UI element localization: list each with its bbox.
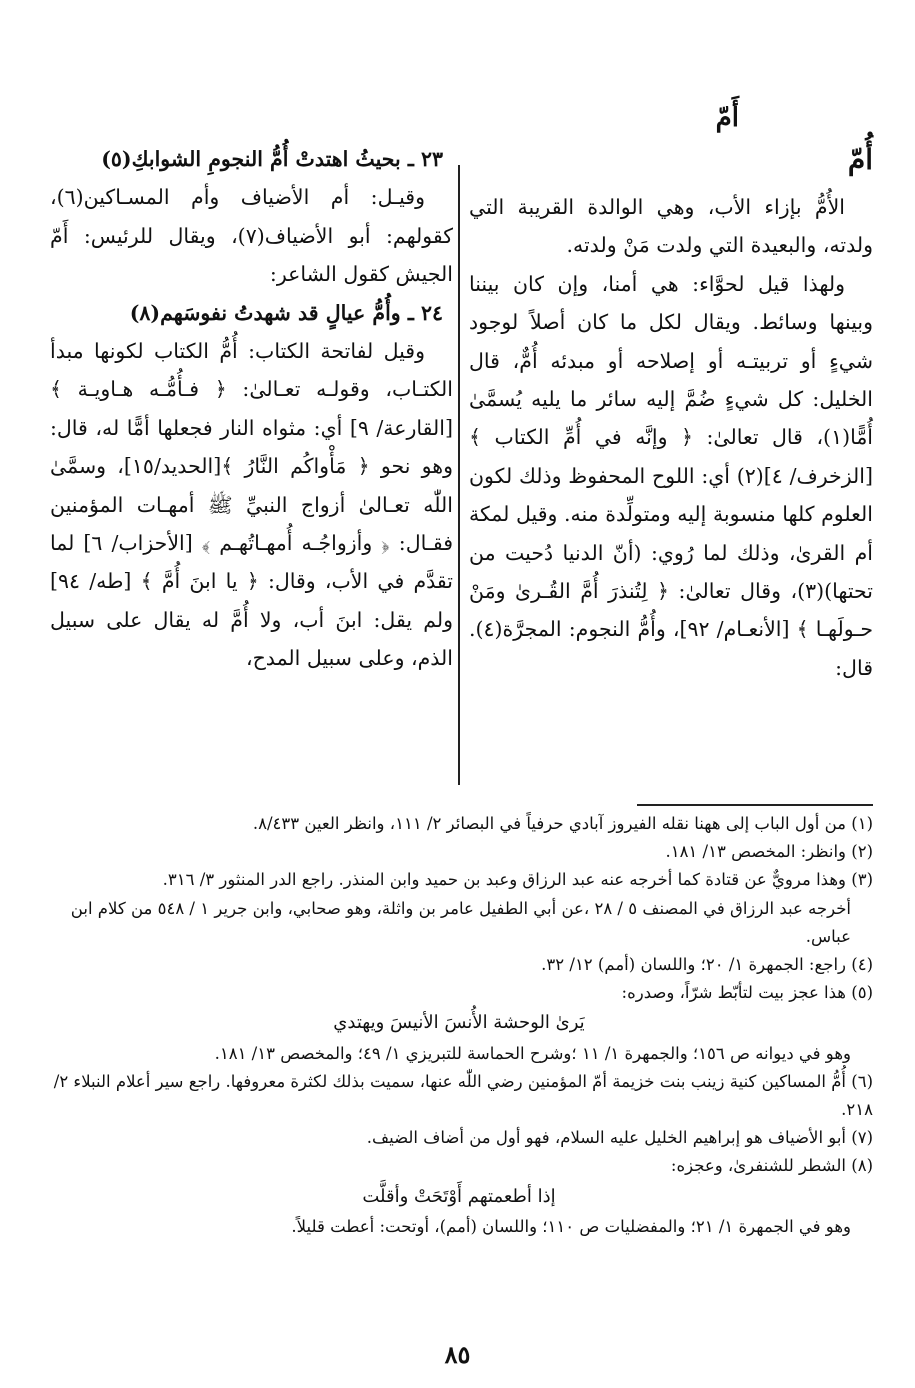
column-divider [458,165,460,785]
footnote: (٤) راجع: الجمهرة ١/ ٢٠؛ واللسان (أمم) ١٢/ ٣٢. [541,955,873,975]
footnote-rule [637,804,873,806]
footnote: (٧) أبو الأضياف هو إبراهيم الخليل عليه السلام، فهو أول من أضاف الضيف. [366,1128,873,1148]
verse-23: ٢٣ ـ بحيثُ اهتدتْ أُمُّ النجومِ الشوابكِ(٥) [101,147,443,171]
footnote: (٥) هذا عجز بيت لتأبّط شرّاً، وصدره: [621,983,873,1003]
entry-headword: أُمّ [847,143,873,176]
footnote-continuation: وهو في الجمهرة ١/ ٢١؛ والمفضليات ص ١١٠؛ واللسان (أمم)، أوتحت: أعطت قليلاً. [291,1216,851,1236]
page-number: ٨٥ [444,1340,471,1369]
footnotes [45,810,873,1241]
footnote: (٣) وهذا مرويٌّ عن قتادة كما أخرجه عنه عبد الرزاق وعبد بن حميد وابن المنذر. راجع الدر المنثور ٣/ ٣١٦. [162,870,873,890]
footnote: (٢) وانظر: المخصص ١٣/ ١٨١. [665,842,873,862]
paragraph: ولهذا قيل لحوَّاء: هي أمنا، وإن كان بيننا وبينها وسائط. ويقال لكل ما كان أصلاً لوجود شيءٍ أو تربيتـه أو إصلاحه أو مبدئه أُمٌّ، قال الخليل: كل شيءٍ ضُمَّ إليه سائر ما يليه يُسمَّىٰ أُمًّا(١)، قال تعالىٰ: ﴿ وإنَّه في أُمِّ الكتاب ﴾ [الزخرف/ ٤](٢) أي: اللوح المحفوظ وذلك لكون العلوم كلها منسوبة إليه ومتولِّدة منه. وقيل لمكة أم القرىٰ، وذلك لما رُوي: (أنّ الدنيا دُحيت من تحتها)(٣)، وقال تعالىٰ: ﴿ لِتُنذرَ أُمَّ القُـرىٰ ومَنْ حـولَهـا ﴾ [الأنعـام/ ٩٢]، وأُمُّ النجوم: المجرَّة(٤). قال: [469,271,873,680]
footnote-verse: إذا أطعمتهم أَوْتَحَتْ وأقلَّت [362,1185,556,1207]
right-column [469,140,873,687]
paragraph: الأُمُّ بإزاء الأب، وهي الوالدة القريبة التي ولدته، والبعيدة التي ولدت مَنْ ولدته. [469,195,873,258]
footnote-continuation: أخرجه عبد الرزاق في المصنف ٥ / ٢٨ ،عن أبي الطفيل عامر بن واثلة، وهو صحابي، وابن جرير ١ / ٥٤٨ من كلام ابن عباس. [70,898,851,946]
footnote-verse: يَرىٰ الوحشة الأُنسَ الأنيسَ ويهتدي [333,1012,585,1034]
paragraph: وقيل لفاتحة الكتاب: أُمُّ الكتاب لكونها مبدأ الكتـاب، وقولـه تعـالىٰ: ﴿ فـأُمُّـه هـاويـة ﴾ [القارعة/ ٩] أي: مثواه النار فجعلها أمًّا له، قال: وهو نحو ﴿ مَأْواكُم النَّارُ ﴾[الحديد/١٥]، وسمَّىٰ اللّٰه تعـالىٰ أزواج النبيِّ ﷺ أمهـات المؤمنين فقـال: ﴿ وأزواجُـه أُمهـاتُهـم ﴾ [الأحزاب/ ٦] لما تقدَّم في الأب، وقال: ﴿ يا ابنَ أُمَّ ﴾ [طه/ ٩٤] ولم يقل: ابنَ أب، ولا أُمَّ له يقال على سبيل الذم، وعلى سبيل المدح، [50,339,454,671]
verse-24: ٢٤ ـ وأُمُّ عيالٍ قد شهدتُ نفوسَهم(٨) [129,300,443,325]
footnote: (٦) أُمُّ المساكين كنية زينب بنت خزيمة أمّ المؤمنين رضي اللّٰه عنها، سميت بذلك لكثرة معروفها. راجع سير أعلام النبلاء ٢/ ٢١٨. [53,1071,873,1120]
left-column [50,140,453,678]
running-head: أَمّ [715,103,739,133]
footnote-continuation: وهو في ديوانه ص ١٥٦؛ والجمهرة ١/ ١١ ؛وشرح الحماسة للتبريزي ١/ ٤٩؛ والمخصص ١٣/ ١٨١. [214,1043,851,1063]
footnote: (١) من أول الباب إلى ههنا نقله الفيروز آبادي حرفياً في البصائر ٢/ ١١١، وانظر العين ٨/٤٣٣. [252,814,873,833]
footnote: (٨) الشطر للشنفرىٰ، وعجزه: [670,1156,873,1176]
paragraph: وقيـل: أم الأضياف وأم المسـاكين(٦)، كقولهم: أبو الأضياف(٧)، ويقال للرئيس: أَمّ الجيش كقول الشاعر: [50,185,453,287]
